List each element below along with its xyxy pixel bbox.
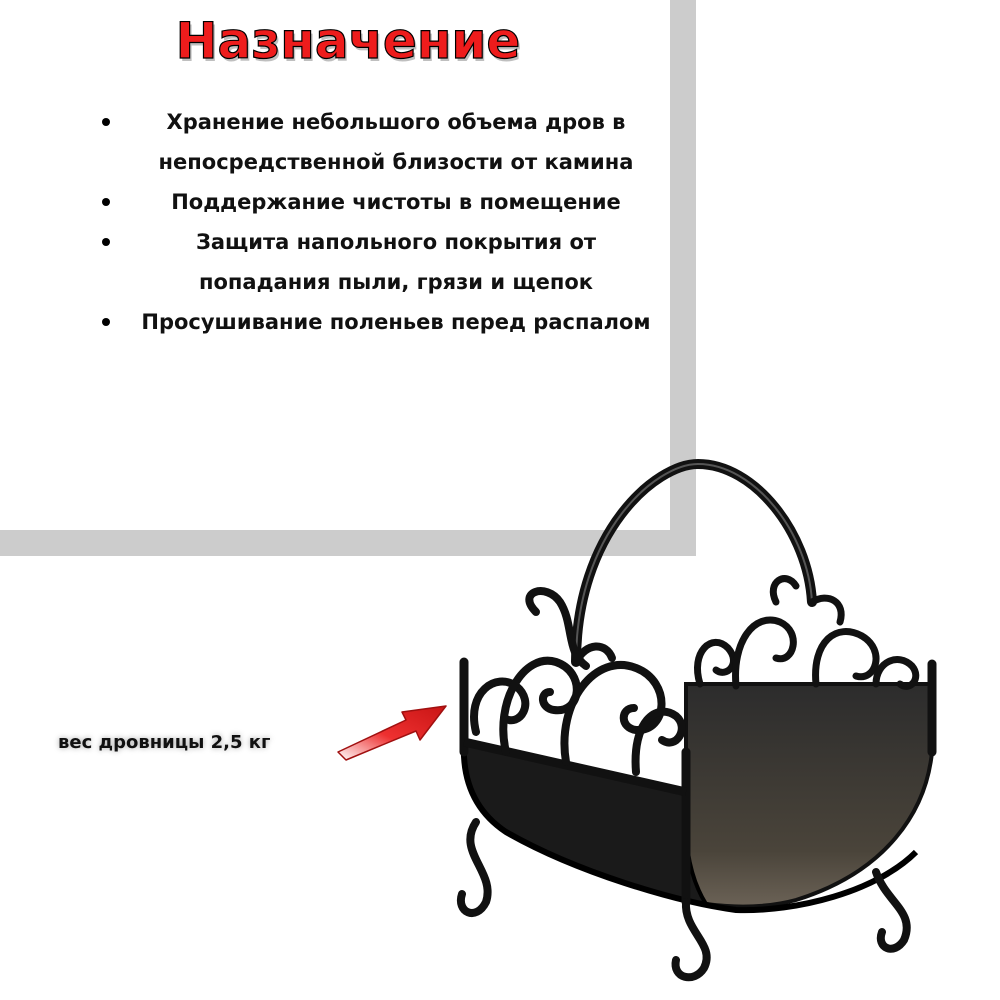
bullet-icon — [102, 198, 110, 206]
list-item-text: Хранение небольшого объема дров в непосредственной близости от камина — [158, 110, 634, 174]
list-item — [92, 102, 652, 182]
list-item-text: Поддержание чистоты в помещение — [171, 190, 621, 214]
purpose-list — [92, 102, 652, 342]
log-holder-image — [436, 452, 956, 992]
weight-label: вес дровницы 2,5 кг — [58, 732, 271, 753]
list-item — [92, 302, 652, 342]
list-item — [92, 182, 652, 222]
list-item-text: Просушивание поленьев перед распалом — [141, 310, 651, 334]
bullet-icon — [102, 238, 110, 246]
list-item-text: Защита напольного покрытия от попадания пыли, грязи и щепок — [195, 230, 597, 294]
bullet-icon — [102, 318, 110, 326]
page-title: Назначение — [175, 12, 521, 70]
list-item — [92, 222, 652, 302]
bullet-icon — [102, 118, 110, 126]
